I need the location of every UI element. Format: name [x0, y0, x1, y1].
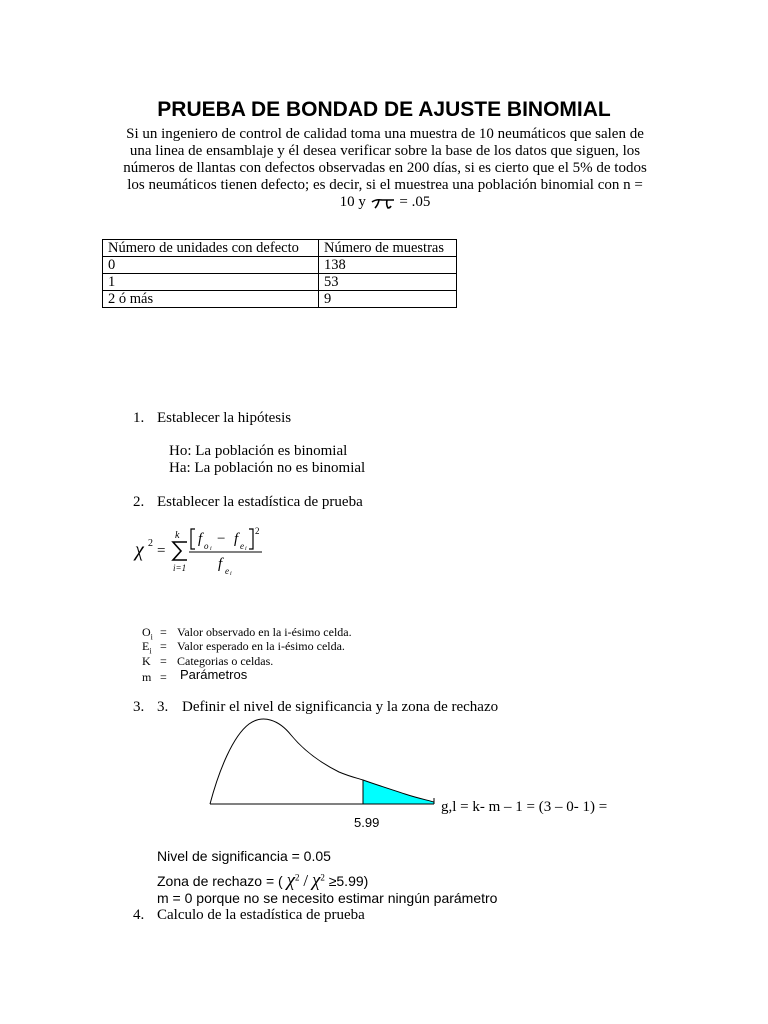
table-cell: 53: [319, 274, 457, 291]
legend-description: Parámetros: [180, 667, 248, 682]
table-cell: 1: [103, 274, 319, 291]
table-cell: 0: [103, 257, 319, 274]
table-row: [103, 257, 457, 274]
critical-value-label: 5.99: [354, 815, 380, 830]
intro-line: Si un ingeniero de control de calidad toma una muestra de 10 neumáticos que salen de: [126, 126, 644, 142]
formula-num-sub2: e: [240, 541, 244, 551]
table-header-cell: Número de muestras: [319, 240, 457, 257]
table-header-row: [103, 240, 457, 257]
step3-number-repeat: 3.: [157, 699, 169, 715]
formula-den-sub: e: [225, 566, 229, 576]
right-bracket-icon: [248, 528, 254, 550]
formula-minus: −: [217, 531, 226, 547]
formula-chi: χ: [135, 539, 144, 561]
legend-symbol: $E_i$: [142, 639, 152, 656]
intro-line: los neumáticos tienen defecto; es decir, si el muestrea una población binomial con n =: [127, 177, 643, 193]
significance-level: Nivel de significancia = 0.05: [157, 848, 331, 864]
legend-description: Valor observado en la i-ésimo celda.: [177, 625, 352, 639]
table-cell: 9: [319, 291, 457, 308]
table-row: [103, 274, 457, 291]
page-title: PRUEBA DE BONDAD DE AJUSTE BINOMIAL: [157, 98, 611, 121]
formula-sum-lower: i=1: [173, 563, 187, 573]
intro-line: una linea de ensamblaje y él desea verificar sobre la base de los datos que siguen, los: [129, 143, 641, 159]
formula-num-f2: f: [234, 531, 239, 547]
formula-sum-upper: k: [175, 530, 180, 541]
formula-den-subsub: i: [230, 571, 232, 577]
step2-label: Establecer la estadística de prueba: [157, 494, 363, 510]
legend-symbol: K: [142, 654, 151, 668]
defects-table: [102, 239, 457, 308]
m-note: m = 0 porque no se necesito estimar ningún parámetro: [157, 890, 498, 906]
degrees-of-freedom: g,l = k- m – 1 = (3 – 0- 1) =: [441, 799, 608, 815]
step4-number: 4.: [133, 907, 145, 923]
step2-number: 2.: [133, 494, 145, 510]
step1-number: 1.: [133, 410, 145, 426]
intro-line: números de llantas con defectos observadas en 200 días, si es cierto que el 5% de todos: [123, 160, 647, 176]
table-header-cell: Número de unidades con defecto: [103, 240, 319, 257]
legend-symbol: $O_i$: [142, 625, 153, 642]
pi-symbol-icon: [370, 197, 396, 209]
hypothesis-alt: Ha: La población no es binomial: [169, 460, 366, 476]
legend-equals: =: [160, 625, 167, 639]
chi-square-distribution-curve: [205, 710, 440, 810]
legend-symbol: m: [142, 670, 152, 684]
step3-number: 3.: [133, 699, 145, 715]
legend-description: Categorias o celdas.: [177, 654, 274, 668]
intro-line-text: = .05: [399, 194, 431, 210]
left-bracket-icon: [190, 528, 196, 550]
rejection-zone: Zona de rechazo = ( $\chi^2 / \chi^2 \ge 5.99$): [157, 870, 369, 891]
formula-equals: =: [157, 543, 166, 559]
step3-label: Definir el nivel de significancia y la zona de rechazo: [182, 699, 499, 715]
intro-paragraph: [104, 126, 666, 211]
intro-line: [104, 194, 666, 211]
summation-icon: [171, 540, 189, 562]
legend-equals: =: [160, 654, 167, 668]
hypothesis-null: Ho: La población es binomial: [169, 443, 348, 459]
formula-den-f: f: [218, 556, 223, 572]
fraction-bar: [189, 551, 263, 553]
formula-num-sub: o: [204, 541, 209, 551]
legend-description: Valor esperado en la i-ésimo celda.: [177, 639, 345, 653]
formula-power: 2: [255, 526, 260, 536]
table-cell: 2 ó más: [103, 291, 319, 308]
legend-equals: =: [160, 639, 167, 653]
formula-num-subsub2: i: [245, 546, 247, 552]
step1-label: Establecer la hipótesis: [157, 410, 292, 426]
table-cell: 138: [319, 257, 457, 274]
legend-equals: =: [160, 670, 167, 684]
step4-label: Calculo de la estadística de prueba: [157, 907, 365, 923]
table-row: [103, 291, 457, 308]
intro-line-text: 10 y: [339, 194, 366, 210]
formula-chi-exponent: 2: [148, 538, 153, 549]
formula-num-subsub: i: [210, 546, 212, 552]
formula-num-f: f: [198, 531, 203, 547]
